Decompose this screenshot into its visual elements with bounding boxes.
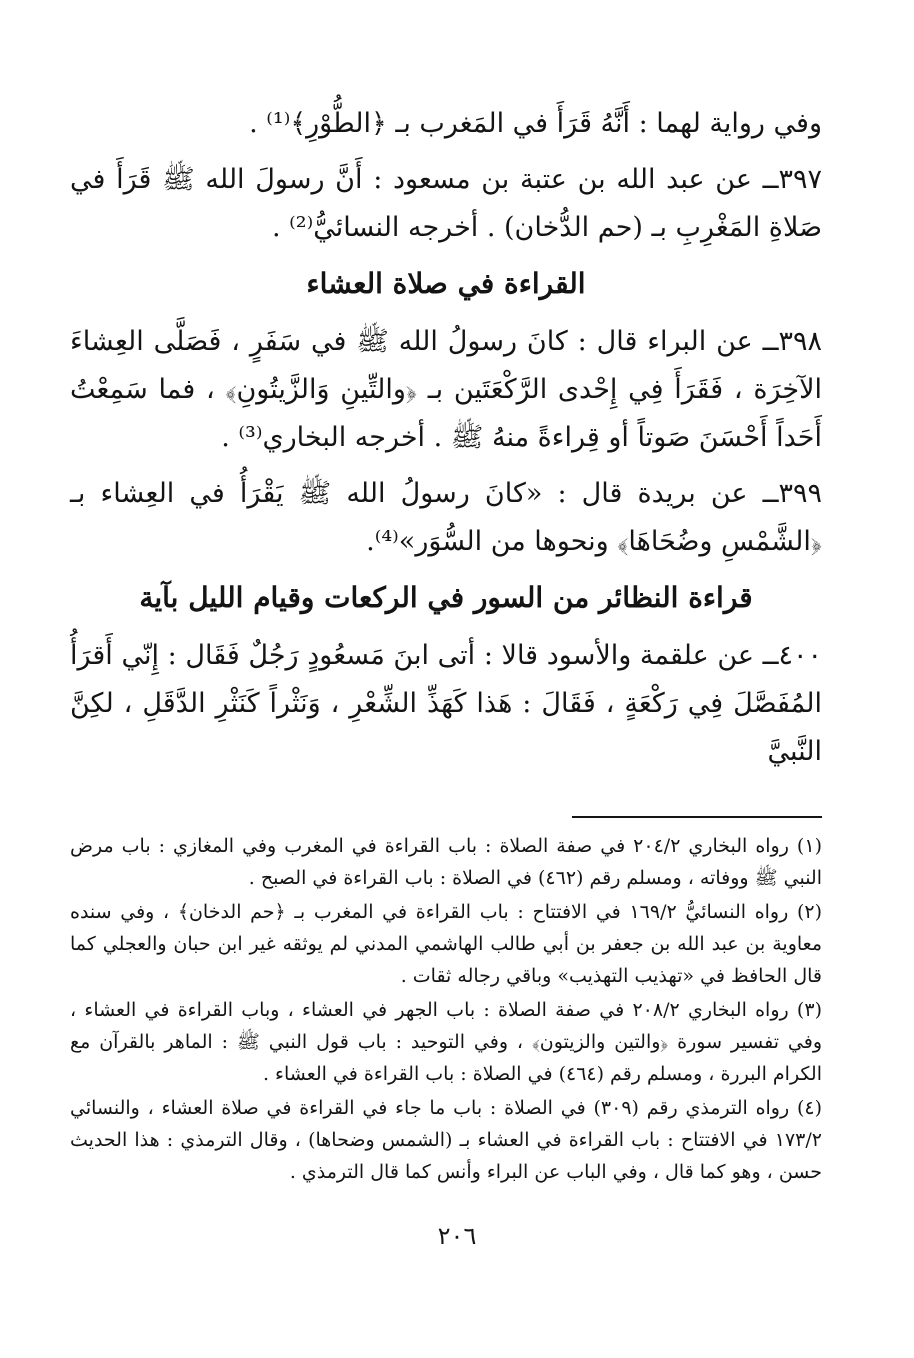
hadith-397: ٣٩٧ــ عن عبد الله بن عتبة بن مسعود : أَنَّ رسولَ الله ﷺ قَرَأَ في صَلاةِ المَغْرِبِ بـ (حم الدُّخان) . أخرجه النسائيُّ⁽²⁾ .: [70, 164, 822, 243]
section-heading-isha: القراءة في صلاة العشاء: [306, 267, 586, 300]
footnote-separator-wrap: [70, 784, 822, 830]
footnotes: [70, 830, 822, 1188]
document-page: [70, 100, 822, 1320]
paragraph-riwaya: وفي رواية لهما : أَنَّهُ قَرَأَ في المَغرب بـ ﴿الطُّوْرِ﴾⁽¹⁾ .: [249, 108, 822, 139]
footnote-1: (١) رواه البخاري ٢٠٤/٢ في صفة الصلاة : باب القراءة في المغرب وفي المغازي : باب مرض النبي ﷺ ووفاته ، ومسلم رقم (٤٦٢) في الصلاة : باب القراءة في الصبح .: [70, 835, 822, 889]
hadith-400: ٤٠٠ــ عن علقمة والأسود قالا : أتى ابنَ مَسعُودٍ رَجُلٌ فَقَال : إِنّي أَقرَأُ المُفَصَّلَ فِي رَكْعَةٍ ، فَقَالَ : هَذا كَهَذِّ الشِّعْرِ ، وَنَثْراً كَنَثْرِ الدَّقَلِ ، لكِنَّ النَّبيَّ: [70, 640, 822, 767]
footnote-4: (٤) رواه الترمذي رقم (٣٠٩) في الصلاة : باب ما جاء في القراءة في صلاة العشاء ، والنسائي ١٧٣/٢ في الافتتاح : باب القراءة في العشاء بـ (الشمس وضحاها) ، وقال الترمذي : هذا الحديث حسن ، وهو كما قال ، وفي الباب عن البراء وأنس كما قال الترمذي .: [70, 1097, 823, 1183]
page-number: ٢٠٦: [437, 1222, 477, 1250]
footnote-2: (٢) رواه النسائيُّ ١٦٩/٢ في الافتتاح : باب القراءة في المغرب بـ ﴿حم الدخان﴾ ، وفي سنده معاوية بن عبد الله بن جعفر بن أبي طالب الهاشمي المدني لم يوثقه غير ابن حبان والعجلي كما قال الحافظ في «تهذيب التهذيب» وباقي رجاله ثقات .: [70, 901, 823, 987]
footnote-3: (٣) رواه البخاري ٢٠٨/٢ في صفة الصلاة : باب الجهر في العشاء ، وباب القراءة في العشاء ، وفي تفسير سورة ﴿والتين والزيتون﴾ ، وفي التوحيد : باب قول النبي ﷺ : الماهر بالقرآن مع الكرام البررة ، ومسلم رقم (٤٦٤) في الصلاة : باب القراءة في العشاء .: [70, 999, 822, 1085]
hadith-398: ٣٩٨ــ عن البراء قال : كانَ رسولُ الله ﷺ في سَفَرٍ ، فَصَلَّى العِشاءَ الآخِرَة ، فَقَرَأَ فِي إِحْدى الرَّكْعَتَين بـ ﴿والتِّينِ وَالزَّيتُونِ﴾ ، فما سَمِعْتُ أَحَداً أَحْسَنَ صَوتاً أو قِراءةً منهُ ﷺ . أخرجه البخاري⁽³⁾ .: [70, 326, 822, 453]
footnote-separator: [572, 816, 822, 818]
section-heading-nazair: قراءة النظائر من السور في الركعات وقيام الليل بآية: [139, 581, 753, 614]
hadith-399: ٣٩٩ــ عن بريدة قال : «كانَ رسولُ الله ﷺ يَقْرَأُ في العِشاء بـ ﴿الشَّمْسِ وضُحَاهَا﴾ ونحوها من السُّوَر»⁽⁴⁾.: [70, 478, 822, 557]
